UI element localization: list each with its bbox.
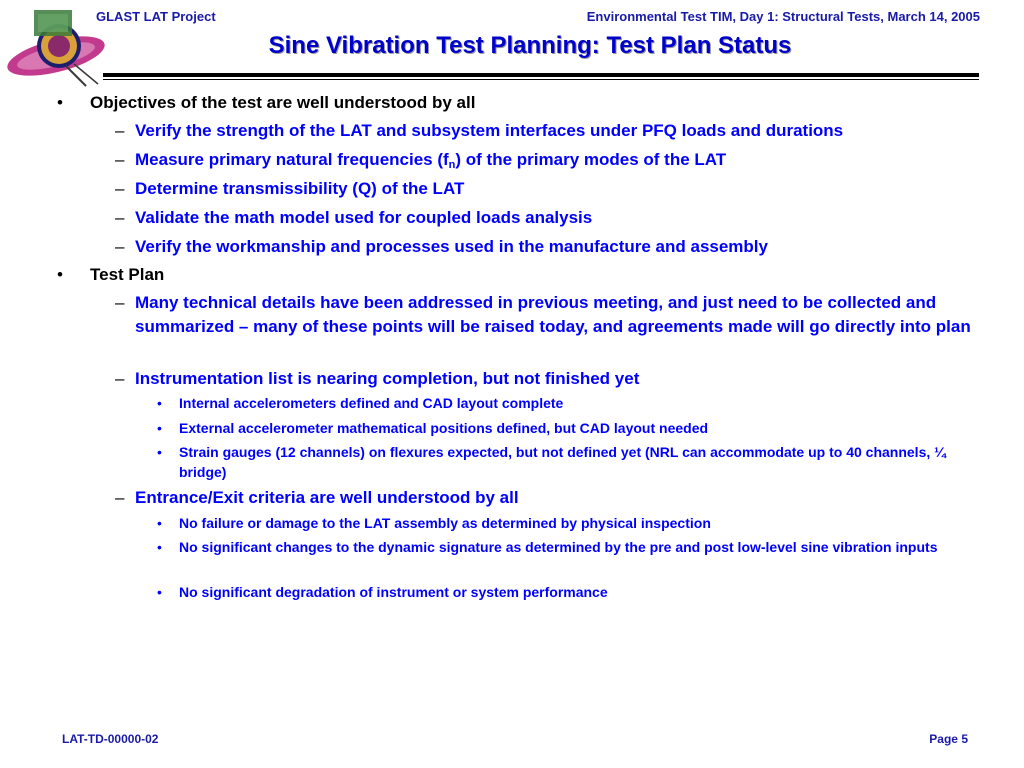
bullet-marker: • [157, 444, 162, 460]
dash-marker: – [115, 150, 125, 169]
title-divider-thin [103, 79, 979, 80]
bullet-marker: • [57, 265, 63, 284]
title-divider-thick [103, 73, 979, 77]
criteria-text: No significant degradation of instrument or system performance [179, 584, 608, 600]
test-plan-item [0, 367, 1024, 393]
objective-item [0, 148, 1024, 177]
criteria-item [0, 537, 1024, 582]
test-plan-heading: Test Plan [90, 265, 165, 284]
project-name: GLAST LAT Project [96, 9, 216, 24]
objective-text: Validate the math model used for coupled loads analysis [135, 208, 593, 227]
page-number: Page 5 [929, 732, 968, 746]
dash-marker: – [115, 179, 125, 198]
objectives-heading: Objectives of the test are well understood by all [90, 93, 476, 112]
criteria-item [0, 513, 1024, 537]
objective-text: Verify the workmanship and processes used in the manufacture and assembly [135, 237, 768, 256]
objective-item [0, 235, 1024, 264]
dash-marker: – [115, 237, 125, 256]
bullet-marker: • [157, 584, 162, 600]
dash-marker: – [115, 208, 125, 227]
criteria-item [0, 582, 1024, 606]
document-id: LAT-TD-00000-02 [62, 732, 159, 746]
bullet-marker: • [57, 93, 63, 112]
objective-text [135, 150, 726, 169]
objective-text-subscript: n [448, 159, 456, 171]
meeting-info: Environmental Test TIM, Day 1: Structural Tests, March 14, 2005 [586, 9, 980, 24]
instrumentation-item [0, 418, 1024, 442]
objective-item [0, 206, 1024, 235]
dash-marker: – [115, 488, 125, 507]
objective-item [0, 177, 1024, 206]
bullet-objectives [0, 92, 1024, 119]
dash-marker: – [115, 121, 125, 140]
dash-marker: – [115, 369, 125, 388]
criteria-text: No significant changes to the dynamic signature as determined by the pre and post low-level sine vibration inputs [179, 539, 938, 555]
objective-item [0, 119, 1024, 148]
instrumentation-text: Strain gauges (12 channels) on flexures expected, but not defined yet (NRL can accommodate up to 40 channels, ¼ bridge) [179, 444, 946, 480]
test-plan-item [0, 291, 1024, 367]
bullet-marker: • [157, 539, 162, 555]
objective-text-prefix: Measure primary natural frequencies (f [135, 150, 449, 169]
technical-details-text: Many technical details have been addressed in previous meeting, and just need to be collected and summarized – many of these points will be raised today, and agreements made will go directly into plan [135, 293, 971, 336]
instrumentation-item [0, 393, 1024, 418]
slide-body [0, 92, 1024, 606]
bullet-marker: • [157, 395, 162, 411]
objective-text-suffix: ) of the primary modes of the LAT [455, 150, 727, 169]
instrumentation-text: Internal accelerometers defined and CAD layout complete [179, 395, 564, 411]
instrumentation-text: External accelerometer mathematical positions defined, but CAD layout needed [179, 420, 709, 436]
instrumentation-item [0, 442, 1024, 486]
objective-text: Verify the strength of the LAT and subsystem interfaces under PFQ loads and durations [135, 121, 844, 140]
criteria-heading: Entrance/Exit criteria are well understood by all [135, 488, 519, 507]
dash-marker: – [115, 293, 125, 312]
objective-text: Determine transmissibility (Q) of the LAT [135, 179, 465, 198]
test-plan-item [0, 486, 1024, 513]
bullet-marker: • [157, 420, 162, 436]
criteria-text: No failure or damage to the LAT assembly as determined by physical inspection [179, 515, 711, 531]
bullet-test-plan [0, 264, 1024, 291]
slide-title: Sine Vibration Test Planning: Test Plan Status [268, 32, 792, 59]
instrumentation-heading: Instrumentation list is nearing completion, but not finished yet [135, 369, 640, 388]
bullet-marker: • [157, 515, 162, 531]
